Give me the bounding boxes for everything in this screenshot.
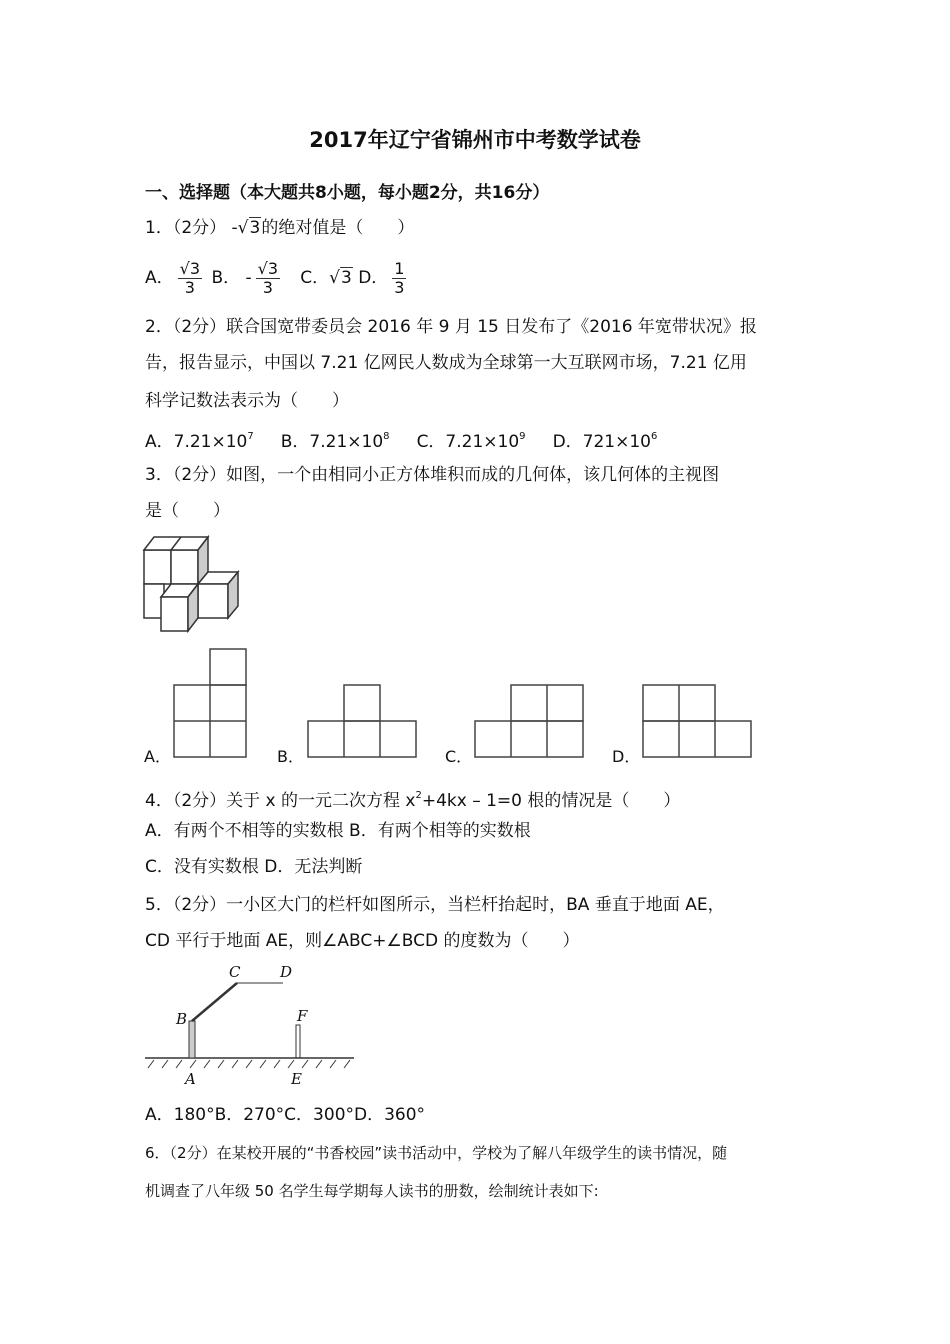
radicand: 3 xyxy=(340,268,352,288)
option-a: A． xyxy=(145,268,174,288)
option-c-view xyxy=(475,685,583,757)
gate-barrier-figure xyxy=(140,960,360,1088)
option-text: C．7.21×10 xyxy=(416,432,520,452)
numerator: 3 xyxy=(267,258,279,278)
option-b: B． - xyxy=(211,268,252,288)
q3-line-1: 3．（2分）如图，一个由相同小正方体堆积而成的几何体，该几何体的主视图 xyxy=(145,465,720,485)
q1-options xyxy=(145,256,410,300)
q4-stem: 4．（2分）关于 x 的一元二次方程 x xyxy=(145,791,416,811)
sqrt-expression: √3 xyxy=(237,218,261,238)
exponent: 7 xyxy=(247,431,254,442)
q2-line-2: 告，报告显示，中国以 7.21 亿网民人数成为全球第一大互联网市场，7.21 亿用 xyxy=(145,353,747,373)
cube-stack-figure xyxy=(140,532,280,637)
q5-line-2: CD 平行于地面 AE，则∠ABC+∠BCD 的度数为（ ） xyxy=(145,931,580,951)
question-4 xyxy=(145,785,680,812)
question-1 xyxy=(145,217,414,239)
exponent: 2 xyxy=(415,790,422,801)
option-text: D．721×10 xyxy=(552,432,651,452)
option-d-label: D． xyxy=(612,747,641,766)
numerator: 3 xyxy=(189,258,201,278)
fraction: $\frac{√3}{3}$ xyxy=(179,258,201,297)
q4-options-2: C．没有实数根 D．无法判断 xyxy=(145,857,363,877)
q3-line-2: 是（ ） xyxy=(145,501,230,521)
denominator: 3 xyxy=(262,277,273,297)
option-c xyxy=(417,432,526,452)
option-a-label: A． xyxy=(144,747,171,766)
option-a-view xyxy=(174,649,246,757)
exponent: 9 xyxy=(519,431,526,442)
q4-options-1: A．有两个不相等的实数根 B．有两个相等的实数根 xyxy=(145,821,531,841)
denominator: 3 xyxy=(184,277,195,297)
option-d: D． xyxy=(358,268,389,288)
option-c-label: C． xyxy=(445,747,473,766)
section-heading: 一、选择题（本大题共8小题，每小题2分，共16分） xyxy=(145,183,550,203)
q1-stem-end: 的绝对值是（ ） xyxy=(261,218,415,238)
option-text: B．7.21×10 xyxy=(280,432,384,452)
fraction: $\frac{√3}{3}$ xyxy=(257,258,279,297)
option-d-view xyxy=(643,685,751,757)
q6-line-1: 6．（2分）在某校开展的“书香校园”读书活动中，学校为了解八年级学生的读书情况，随 xyxy=(145,1144,728,1162)
q1-stem: 1．（2分） - xyxy=(145,218,238,238)
q2-line-3: 科学记数法表示为（ ） xyxy=(145,391,349,411)
option-b-label: B． xyxy=(277,747,304,766)
radicand: 3 xyxy=(249,218,261,238)
point-c-label: C xyxy=(229,963,241,981)
exponent: 6 xyxy=(651,431,658,442)
q3-option-figures xyxy=(140,645,820,770)
q6-line-2: 机调查了八年级 50 名学生每学期每人读书的册数，绘制统计表如下: xyxy=(145,1182,599,1200)
q4-stem-end: +4kx – 1=0 根的情况是（ ） xyxy=(421,791,681,811)
denominator: 3 xyxy=(394,277,405,297)
point-e-label: E xyxy=(291,1070,302,1088)
point-b-label: B xyxy=(176,1010,188,1028)
q5-line-1: 5．（2分）一小区大门的栏杆如图所示，当栏杆抬起时，BA 垂直于地面 AE， xyxy=(145,895,725,915)
option-d xyxy=(553,432,658,452)
option-b-view xyxy=(308,685,416,757)
point-f-label: F xyxy=(297,1007,308,1025)
point-d-label: D xyxy=(280,963,293,981)
option-b xyxy=(281,432,390,452)
q5-options: A．180°B．270°C．300°D．360° xyxy=(145,1105,426,1125)
option-text: A．7.21×10 xyxy=(145,432,248,452)
fraction xyxy=(392,260,406,297)
option-c: C． xyxy=(300,268,330,288)
point-a-label: A xyxy=(185,1070,196,1088)
q2-options xyxy=(145,426,657,453)
page-title: 2017年辽宁省锦州市中考数学试卷 xyxy=(309,128,641,152)
q2-line-1: 2．（2分）联合国宽带委员会 2016 年 9 月 15 日发布了《2016 年宽带状况》报 xyxy=(145,317,757,337)
numerator: 1 xyxy=(394,258,405,278)
option-a xyxy=(145,432,254,452)
sqrt-expression: √3 xyxy=(329,268,352,288)
exponent: 8 xyxy=(383,431,390,442)
